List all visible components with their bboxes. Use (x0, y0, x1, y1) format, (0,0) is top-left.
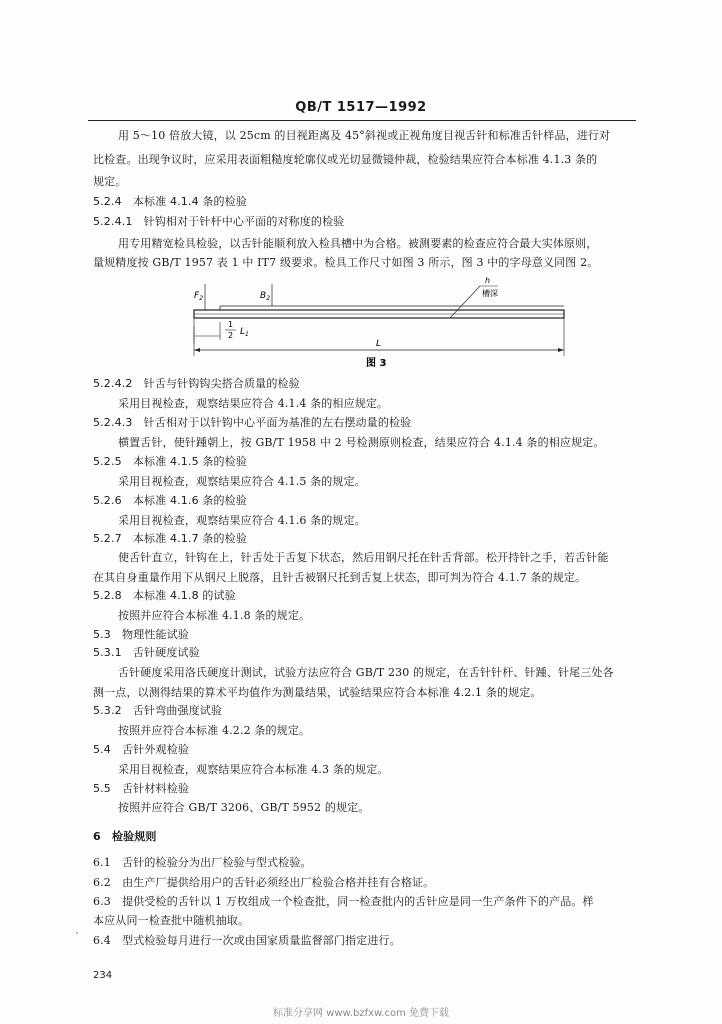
dim-l1-label: $L_1$ (240, 327, 249, 338)
body-line: 6.4 型式检验每月进行一次或由国家质量监督部门指定进行。 (93, 934, 401, 947)
section-heading: 5.3.2 舌针弯曲强度试验 (93, 704, 223, 717)
slot-leader (450, 286, 480, 318)
section-heading: 5.3.1 舌针硬度试验 (93, 646, 200, 659)
section-heading: 5.2.4.1 针钩相对于针杆中心平面的对称度的检验 (93, 215, 345, 228)
section-heading: 5.3 物理性能试验 (93, 628, 189, 641)
body-line: 采用目视检查，观察结果应符合 4.1.5 条的规定。 (118, 475, 366, 488)
margin-mark: ′ (76, 930, 79, 943)
section-heading: 5.2.4 本标准 4.1.4 条的检验 (93, 195, 247, 208)
dim-l-arrow-right (558, 348, 564, 352)
body-line: 按照并应符合本标准 4.1.8 条的规定。 (118, 609, 311, 622)
watermark-footer: 标准分享网 www.bzfxw.com 免费下载 (273, 1008, 449, 1019)
figure-caption: 图 3 (366, 358, 387, 369)
section-heading: 5.5 舌针材料检验 (93, 782, 189, 795)
body-line: 规定。 (93, 175, 127, 188)
body-line: 采用目视检查，观察结果应符合本标准 4.3 条的规定。 (118, 763, 389, 776)
section-heading: 5.2.4.3 针舌相对于以针钩中心平面为基准的左右摆动量的检验 (93, 416, 412, 429)
dim-l-label: L (376, 339, 382, 349)
body-line: 采用目视检查，观察结果应符合 4.1.6 条的规定。 (118, 514, 366, 527)
body-line: 用 5～10 倍放大镜，以 25cm 的目视距离及 45°斜视或正视角度目视舌针和标准舌针样品，进行对 (118, 129, 611, 142)
body-line: 量规精度按 GB/T 1957 表 1 中 IT7 级要求。检具工作尺寸如图 3 所示，图 3 中的字母意义同图 2。 (93, 256, 599, 269)
body-line: 舌针硬度采用洛氏硬度计测试，试验方法应符合 GB/T 230 的规定，在舌针针杆、针踵、针尾三处各 (118, 666, 614, 679)
dim-half-num: 1 (228, 320, 234, 329)
body-line: 测一点，以测得结果的算术平均值作为测量结果，试验结果应符合本标准 4.2.1 条的规定。 (93, 686, 542, 699)
section-heading: 5.4 舌针外观检验 (93, 743, 189, 756)
page-number: 234 (93, 970, 113, 981)
dim-l-arrow-left (194, 348, 200, 352)
slot-h-label: h (485, 276, 491, 285)
section-heading: 5.2.4.2 针舌与针钩钩尖搭合质量的检验 (93, 377, 300, 390)
section-heading: 5.2.7 本标准 4.1.7 条的检验 (93, 532, 247, 545)
slot-depth-label: 槽深 (482, 289, 498, 298)
dim-half-den: 2 (228, 331, 234, 340)
body-line: 按照并应符合 GB/T 3206、GB/T 5952 的规定。 (118, 801, 370, 814)
body-line: 用专用精宽检具检验，以舌针能顺利放入检具槽中为合格。被测要素的检查应符合最大实体原则， (118, 237, 598, 250)
body-line: 横置舌针，使针踵朝上，按 GB/T 1958 中 2 号检测原则检查，结果应符合 4.1.4 条的相应规定。 (118, 436, 605, 449)
body-line: 比检查。出现争议时，应采用表面粗糙度轮廓仪或光切显微镜仲裁，检验结果应符合本标准 4.1.3 条的 (93, 153, 598, 166)
standard-header: QB/T 1517—1992 (295, 100, 427, 115)
body-line: 采用目视检查，观察结果应符合 4.1.4 条的相应规定。 (118, 397, 389, 410)
body-line: 本应从同一检查批中随机抽取。 (93, 914, 250, 927)
body-line: 在其自身重量作用下从钢尺上脱落，且针舌被钢尺托到舌复上状态，即可判为符合 4.1.7 条的规定。 (93, 571, 587, 584)
body-line: 6.2 由生产厂提供给用户的舌针必须经出厂检验合格并挂有合格证。 (93, 876, 435, 889)
section-heading: 5.2.5 本标准 4.1.5 条的检验 (93, 455, 247, 468)
dim-f2-label: $F_2$ (194, 291, 204, 302)
header-rule (88, 120, 636, 121)
chapter-heading: 6 检验规则 (93, 830, 157, 843)
body-line: 6.3 提供受检的舌针以 1 万枚组成一个检查批，同一检查批内的舌针应是同一生产条件下的产品。样 (93, 895, 594, 908)
section-heading: 5.2.8 本标准 4.1.8 的试验 (93, 589, 236, 602)
body-line: 按照并应符合本标准 4.2.2 条的规定。 (118, 724, 311, 737)
section-heading: 5.2.6 本标准 4.1.6 条的检验 (93, 494, 247, 507)
dim-b2-label: $B_2$ (260, 291, 271, 302)
figure-3-diagram (180, 274, 580, 374)
body-line: 使舌针直立，针钩在上，针舌处于舌复下状态，然后用钢尺托在针舌背部。松开持针之手，若舌针能 (118, 551, 609, 564)
body-line: 6.1 舌针的检验分为出厂检验与型式检验。 (93, 856, 312, 869)
